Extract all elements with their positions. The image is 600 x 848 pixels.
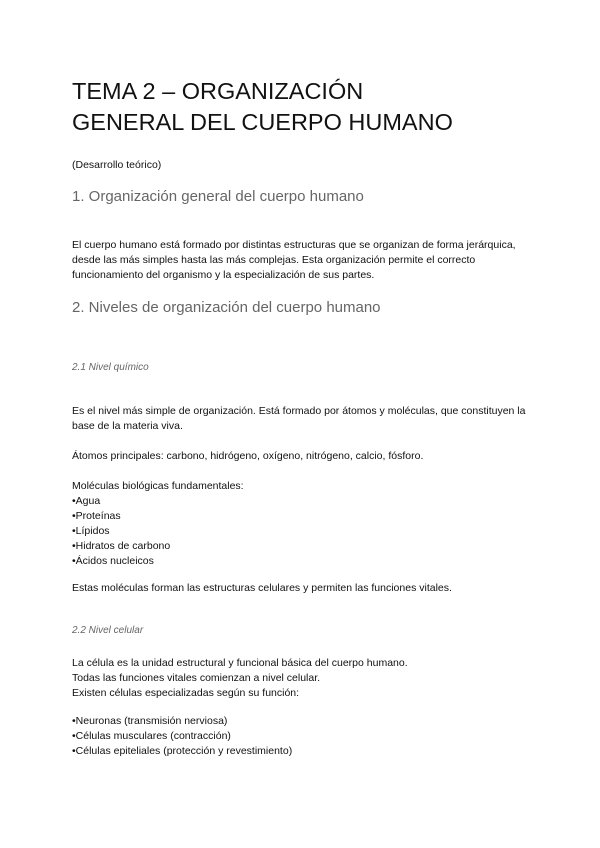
subsection-2-1-heading-text: 2.1 Nivel químico xyxy=(72,362,149,373)
cell-types-list xyxy=(72,714,542,759)
list-item: •Lípidos xyxy=(72,525,110,537)
molecules-list-title: Moléculas biológicas fundamentales: xyxy=(72,480,244,492)
document-title xyxy=(72,76,542,138)
list-item: •Proteínas xyxy=(72,510,121,522)
subsection-2-1-paragraph-3-text: Estas moléculas forman las estructuras celulares y permiten las funciones vitales. xyxy=(72,582,452,594)
subsection-2-1-paragraph-1 xyxy=(72,404,542,434)
title-line-2: GENERAL DEL CUERPO HUMANO xyxy=(72,109,453,135)
list-item: •Células musculares (contracción) xyxy=(72,730,231,742)
title-line-1: TEMA 2 – ORGANIZACIÓN xyxy=(72,78,364,104)
cell-line-3: Existen células especializadas según su función: xyxy=(72,687,300,699)
section-1-heading-text: 1. Organización general del cuerpo humano xyxy=(72,188,364,205)
subsection-2-1-paragraph-2 xyxy=(72,449,542,464)
list-item: •Ácidos nucleicos xyxy=(72,555,154,567)
subsection-2-1-paragraph-1-text: Es el nivel más simple de organización. Está formado por átomos y moléculas, que constituyen la base de la materia viva. xyxy=(72,405,526,432)
cell-line-1: La célula es la unidad estructural y funcional básica del cuerpo humano. xyxy=(72,657,408,669)
subsection-2-1-list-block xyxy=(72,479,542,569)
subsection-2-2-list-block xyxy=(72,714,542,759)
subsection-2-1-paragraph-2-text: Átomos principales: carbono, hidrógeno, oxígeno, nitrógeno, calcio, fósforo. xyxy=(72,450,424,462)
list-item: •Células epiteliales (protección y revestimiento) xyxy=(72,745,293,757)
list-item: •Neuronas (transmisión nerviosa) xyxy=(72,715,228,727)
subsection-2-1-paragraph-3 xyxy=(72,581,542,596)
section-1-paragraph-text: El cuerpo humano está formado por distintas estructuras que se organizan de forma jerárquica, desde las más simples hasta las más complejas. Esta organización permite el correcto funcionamiento del organismo y la especialización de sus partes. xyxy=(72,239,516,281)
subsection-2-1-heading xyxy=(72,361,542,374)
list-item: •Agua xyxy=(72,495,101,507)
section-2-heading xyxy=(72,298,542,317)
document-subtitle xyxy=(72,158,542,173)
molecules-list xyxy=(72,494,542,569)
list-item: •Hidratos de carbono xyxy=(72,540,171,552)
cell-line-2: Todas las funciones vitales comienzan a nivel celular. xyxy=(72,672,321,684)
section-1-heading xyxy=(72,187,542,206)
subsection-2-2-heading xyxy=(72,624,542,637)
section-2-heading-text: 2. Niveles de organización del cuerpo humano xyxy=(72,299,381,316)
subsection-2-2-heading-text: 2.2 Nivel celular xyxy=(72,625,144,636)
subsection-2-2-paragraph xyxy=(72,656,542,701)
section-1-paragraph xyxy=(72,238,542,283)
subtitle-text: (Desarrollo teórico) xyxy=(72,159,162,171)
